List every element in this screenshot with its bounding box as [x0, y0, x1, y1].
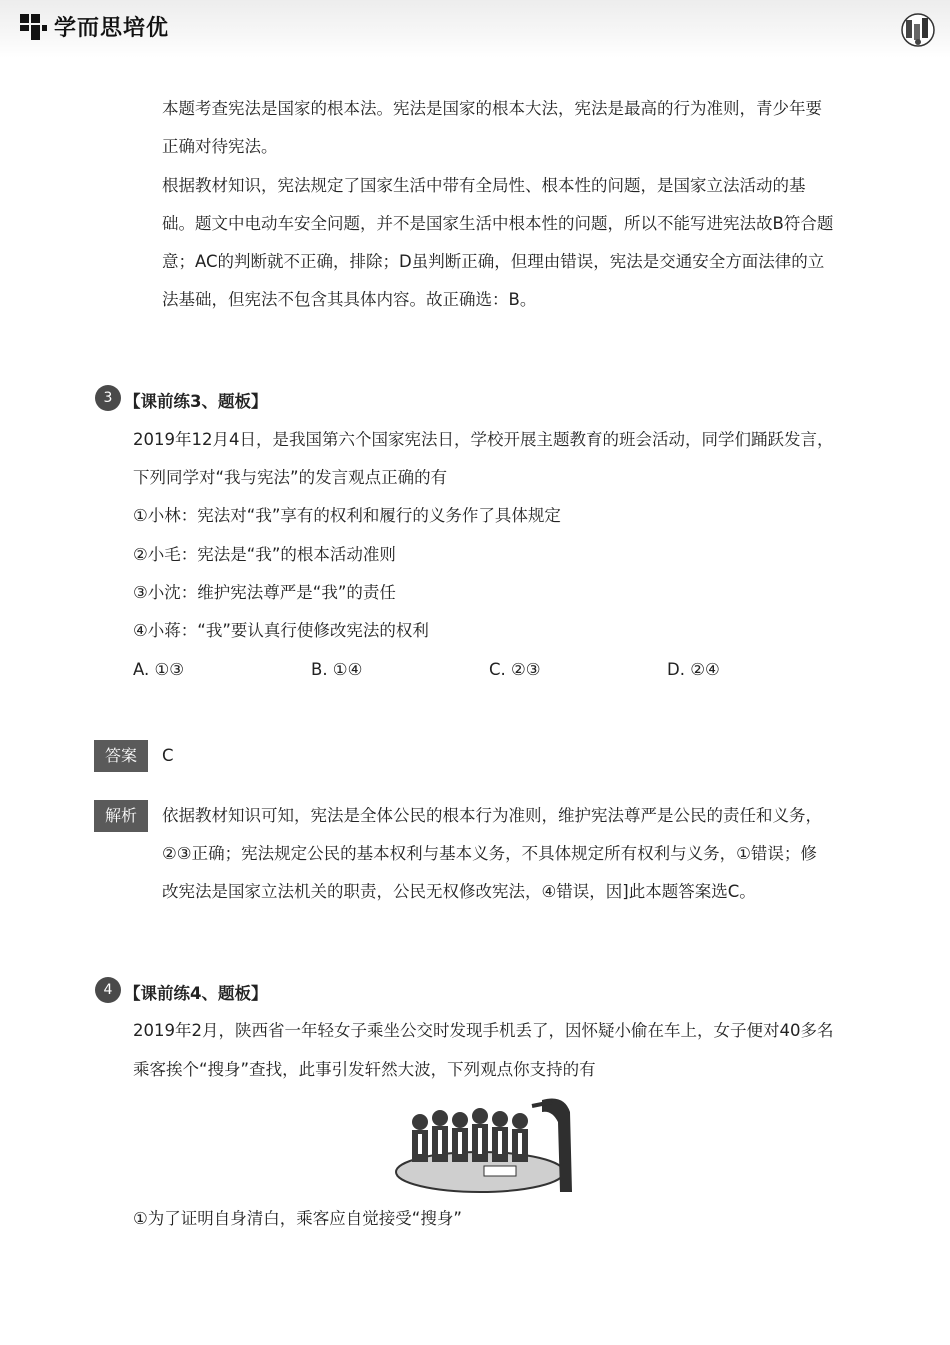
intro-line-2: 正确对待宪法。: [162, 137, 278, 156]
question-3-statement-2: ②小毛：宪法是“我”的根本活动准则: [133, 545, 396, 564]
question-4-number: 4: [95, 977, 121, 1003]
mascot-icon: [898, 12, 938, 48]
option-c[interactable]: C. ②③: [489, 660, 541, 679]
analysis-line-1: 依据教材知识可知，宪法是全体公民的根本行为准则，维护宪法尊严是公民的责任和义务，: [162, 806, 822, 825]
question-4-title: 【课前练4、题板】: [124, 984, 268, 1003]
question-3-number: 3: [95, 385, 121, 411]
question-3-title: 【课前练3、题板】: [124, 392, 268, 411]
brand-logo: [18, 10, 169, 42]
answer-label: 答案: [94, 740, 148, 772]
question-3-statement-3: ③小沈：维护宪法尊严是“我”的责任: [133, 583, 396, 602]
intro-line-1: 本题考查宪法是国家的根本法。宪法是国家的根本大法，宪法是最高的行为准则，青少年要: [162, 99, 822, 118]
intro-line-5: 意；AC的判断就不正确，排除；D虽判断正确，但理由错误，宪法是交通安全方面法律的立: [162, 252, 825, 271]
brand-logo-icon: [18, 10, 48, 42]
question-4-stem-2: 乘客挨个“搜身”查找，此事引发轩然大波，下列观点你支持的有: [133, 1060, 596, 1079]
answer-value: C: [162, 746, 174, 765]
question-3-statement-4: ④小蒋：“我”要认真行使修改宪法的权利: [133, 621, 429, 640]
intro-line-3: 根据教材知识，宪法规定了国家生活中带有全局性、根本性的问题，是国家立法活动的基: [162, 176, 806, 195]
analysis-label: 解析: [94, 800, 148, 832]
question-4-stem-1: 2019年2月，陕西省一年轻女子乘坐公交时发现手机丢了，因怀疑小偷在车上，女子便对40多名: [133, 1021, 834, 1040]
cartoon-illustration: [392, 1092, 582, 1196]
analysis-line-2: ②③正确；宪法规定公民的基本权利与基本义务，不具体规定所有权利与义务，①错误；修: [162, 844, 817, 863]
question-3-stem-2: 下列同学对“我与宪法”的发言观点正确的有: [133, 468, 448, 487]
analysis-line-3: 改宪法是国家立法机关的职责，公民无权修改宪法，④错误，因]此本题答案选C。: [162, 882, 756, 901]
question-3-stem-1: 2019年12月4日，是我国第六个国家宪法日，学校开展主题教育的班会活动，同学们踊跃发言，: [133, 430, 834, 449]
intro-line-6: 法基础，但宪法不包含其具体内容。故正确选：B。: [162, 290, 537, 309]
question-3-statement-1: ①小林：宪法对“我”享有的权利和履行的义务作了具体规定: [133, 506, 561, 525]
option-b[interactable]: B. ①④: [311, 660, 363, 679]
question-4-statement-1: ①为了证明自身清白，乘客应自觉接受“搜身”: [133, 1209, 462, 1228]
intro-line-4: 础。题文中电动车安全问题，并不是国家生活中根本性的问题，所以不能写进宪法故B符合题: [162, 214, 834, 233]
option-d[interactable]: D. ②④: [667, 660, 720, 679]
option-a[interactable]: A. ①③: [133, 660, 185, 679]
brand-name: 学而思培优: [54, 15, 170, 41]
